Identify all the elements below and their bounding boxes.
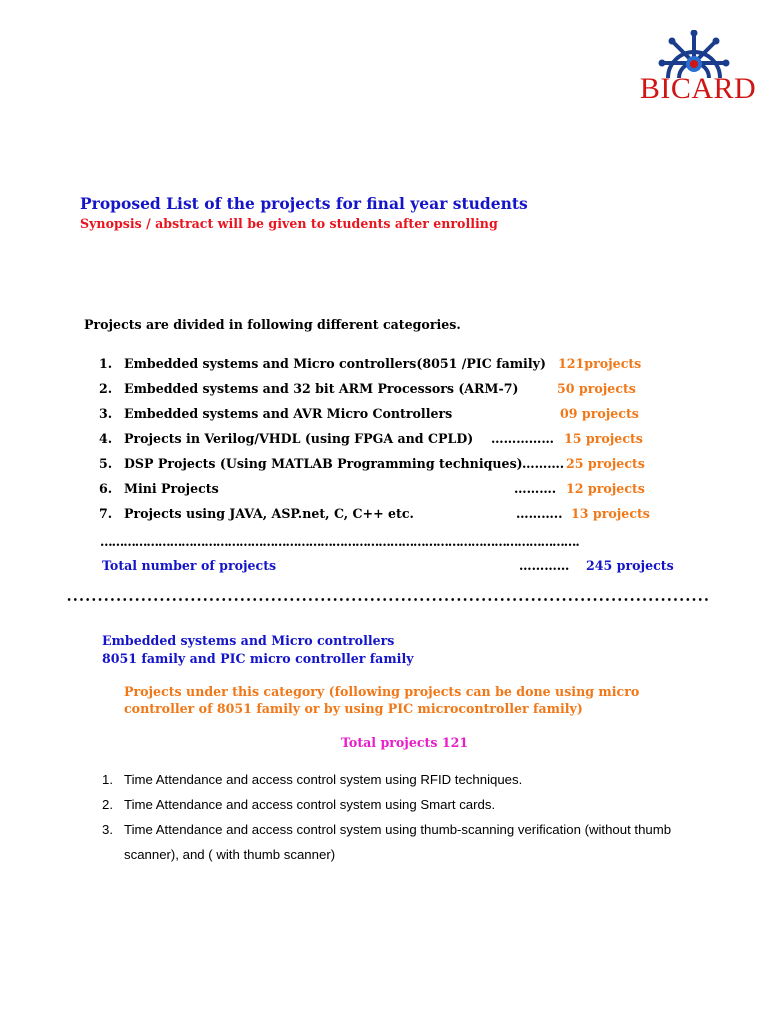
project-number: 1.	[102, 772, 113, 787]
project-text: Time Attendance and access control system using RFID techniques.	[124, 772, 523, 787]
total-value: 245 projects	[586, 558, 674, 573]
category-count: 121projects	[558, 356, 642, 371]
project-number: 2.	[102, 797, 113, 812]
project-text: Time Attendance and access control system using Smart cards.	[124, 797, 496, 812]
category-leader-dots: ……….	[522, 456, 565, 471]
total-row	[0, 558, 768, 578]
project-item	[0, 817, 768, 867]
section-divider	[66, 598, 710, 601]
category-text: Projects using JAVA, ASP.net, C, C++ etc.	[124, 506, 414, 521]
section-heading-line2: 8051 family and PIC micro controller family	[102, 651, 414, 666]
category-number: 6.	[99, 481, 113, 496]
page-title: Proposed List of the projects for final year students	[80, 194, 528, 213]
category-number: 1.	[99, 356, 113, 371]
category-number: 7.	[99, 506, 113, 521]
category-text: Mini Projects	[124, 481, 219, 496]
section-heading-line1: Embedded systems and Micro controllers	[102, 633, 395, 648]
project-text: Time Attendance and access control system using thumb-scanning verification (without thumb scanner), and ( with thumb scanner)	[124, 822, 672, 862]
category-leader-dots: ………..	[516, 506, 563, 521]
project-number: 3.	[102, 822, 113, 837]
category-item	[0, 406, 768, 431]
category-text: Embedded systems and Micro controllers(8051 /PIC family)	[124, 356, 546, 371]
section-total: Total projects 121	[341, 735, 469, 750]
category-text: Embedded systems and AVR Micro Controllers	[124, 406, 453, 421]
category-leader-dots: ……………	[491, 431, 554, 446]
total-leader-dots: …………	[519, 558, 570, 573]
category-number: 2.	[99, 381, 113, 396]
bicard-logo	[636, 30, 760, 108]
category-count: 50 projects	[557, 381, 636, 396]
category-count: 25 projects	[566, 456, 645, 471]
category-item	[0, 431, 768, 456]
category-item	[0, 356, 768, 381]
category-text: Projects in Verilog/VHDL (using FPGA and CPLD)	[124, 431, 474, 446]
category-number: 3.	[99, 406, 113, 421]
total-label: Total number of projects	[102, 558, 277, 573]
section-note-line2: controller of 8051 family or by using PIC microcontroller family)	[124, 701, 583, 716]
category-number: 4.	[99, 431, 113, 446]
category-count: 15 projects	[564, 431, 643, 446]
category-item	[0, 506, 768, 531]
dotted-separator: …………………………………………………………………………………………………………….	[100, 534, 579, 549]
logo-text: BICARD	[639, 72, 757, 105]
project-list	[0, 767, 768, 867]
section-note-line1: Projects under this category (following projects can be done using micro	[124, 684, 640, 699]
category-count: 13 projects	[571, 506, 650, 521]
project-item	[0, 792, 768, 817]
category-count: 12 projects	[566, 481, 645, 496]
category-list	[0, 356, 768, 531]
category-item	[0, 481, 768, 506]
category-leader-dots: ……….	[514, 481, 557, 496]
category-item	[0, 381, 768, 406]
intro-text: Projects are divided in following different categories.	[84, 317, 461, 332]
category-text: DSP Projects (Using MATLAB Programming techniques)	[124, 456, 523, 471]
page-subtitle: Synopsis / abstract will be given to students after enrolling	[80, 216, 498, 231]
category-text: Embedded systems and 32 bit ARM Processors (ARM-7)	[124, 381, 519, 396]
category-count: 09 projects	[560, 406, 639, 421]
category-number: 5.	[99, 456, 113, 471]
category-item	[0, 456, 768, 481]
project-item	[0, 767, 768, 792]
